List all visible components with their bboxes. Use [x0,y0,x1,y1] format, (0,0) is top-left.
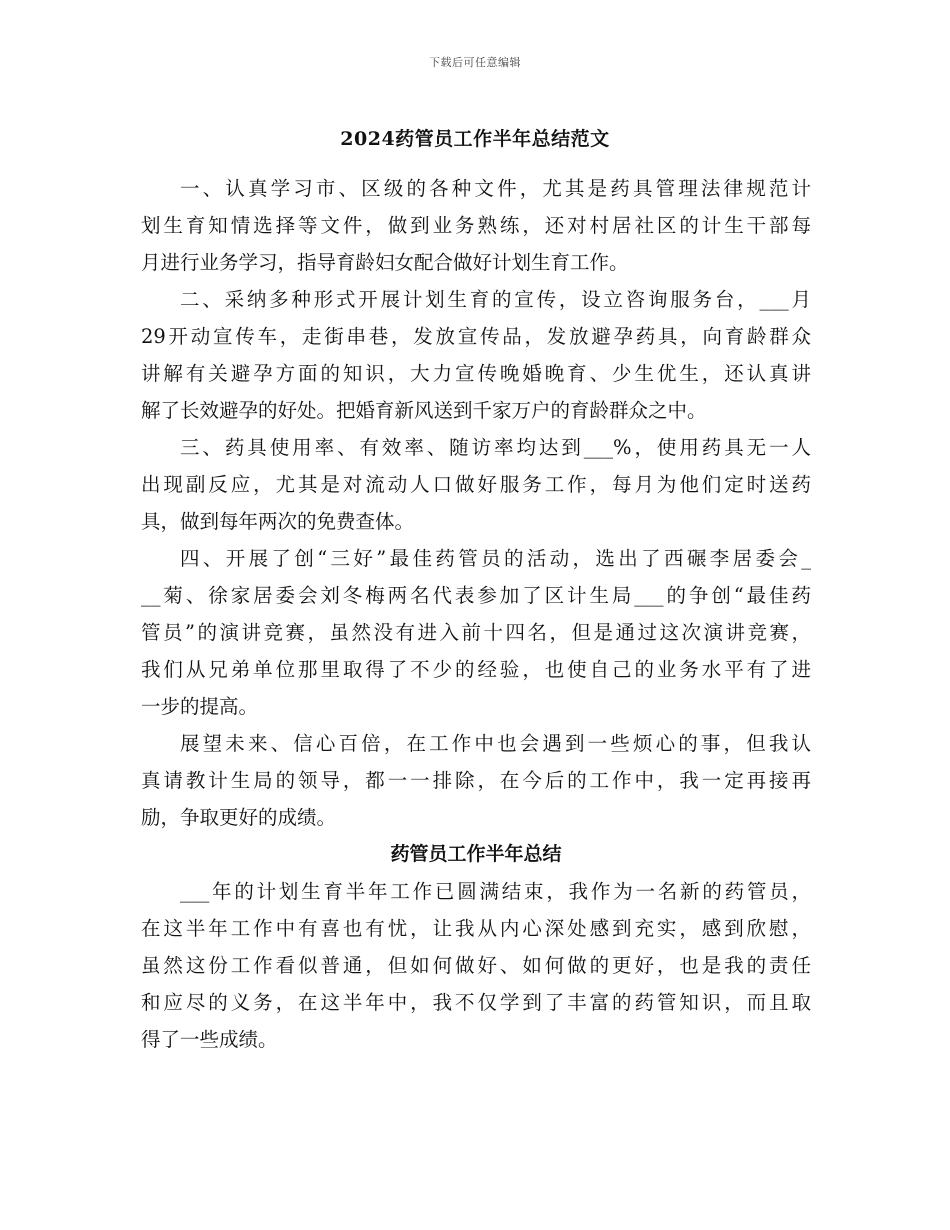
paragraph-6-line-1: ___年的计划生育半年工作已圆满结束，我作为一名新的药管员， [180,880,811,903]
document-title: 2024药管员工作半年总结范文 [340,128,610,150]
paragraph-3-line-2: 出现副反应，尤其是对流动人口做好服务工作，每月为他们定时送药 [141,473,811,496]
paragraph-2-line-2: 29开动宣传车，走街串巷，发放宣传品，发放避孕药具，向育龄群众 [141,325,811,348]
paragraph-1-line-1: 一、认真学习市、区级的各种文件，尤其是药具管理法律规范计 [180,177,811,200]
header-note: 下载后可任意编辑 [429,56,521,69]
paragraph-4-line-1: 四、开展了创“三好”最佳药管员的活动，选出了西碾李居委会_ [180,547,811,570]
paragraph-2-line-4: 解了长效避孕的好处。把婚育新风送到千家万户的育龄群众之中。 [141,399,707,422]
paragraph-4-line-2: __菊、徐家居委会刘冬梅两名代表参加了区计生局___的争创“最佳药 [141,584,811,607]
paragraph-4-line-5: 一步的提高。 [141,695,259,718]
paragraph-4-line-3: 管员”的演讲竞赛，虽然没有进入前十四名，但是通过这次演讲竞赛， [141,621,811,644]
paragraph-1-line-3: 月进行业务学习，指导育龄妇女配合做好计划生育工作。 [141,251,629,274]
paragraph-6-line-5: 得了一些成绩。 [141,1028,278,1051]
paragraph-6-line-4: 和应尽的义务，在这半年中，我不仅学到了丰富的药管知识，而且取 [141,991,811,1014]
paragraph-3-line-1: 三、药具使用率、有效率、随访率均达到___%，使用药具无一人 [180,436,811,459]
paragraph-5-line-3: 励，争取更好的成绩。 [141,806,337,829]
paragraph-3-line-3: 具，做到每年两次的免费查体。 [141,510,415,533]
paragraph-2-line-1: 二、采纳多种形式开展计划生育的宣传，设立咨询服务台，___月 [180,288,811,311]
paragraph-2-line-3: 讲解有关避孕方面的知识，大力宣传晚婚晚育、少生优生，还认真讲 [141,362,811,385]
paragraph-6-line-2: 在这半年工作中有喜也有忧，让我从内心深处感到充实，感到欣慰， [141,917,811,940]
paragraph-5-line-2: 真请教计生局的领导，都一一排除，在今后的工作中，我一定再接再 [141,769,811,792]
paragraph-1-line-2: 划生育知情选择等文件，做到业务熟练，还对村居社区的计生干部每 [141,214,811,237]
section-subtitle: 药管员工作半年总结 [390,843,562,865]
paragraph-5-line-1: 展望未来、信心百倍，在工作中也会遇到一些烦心的事，但我认 [180,732,811,755]
document-body [141,170,811,1058]
paragraph-4-line-4: 我们从兄弟单位那里取得了不少的经验，也使自己的业务水平有了进 [141,658,811,681]
paragraph-6-line-3: 虽然这份工作看似普通，但如何做好、如何做的更好，也是我的责任 [141,954,811,977]
